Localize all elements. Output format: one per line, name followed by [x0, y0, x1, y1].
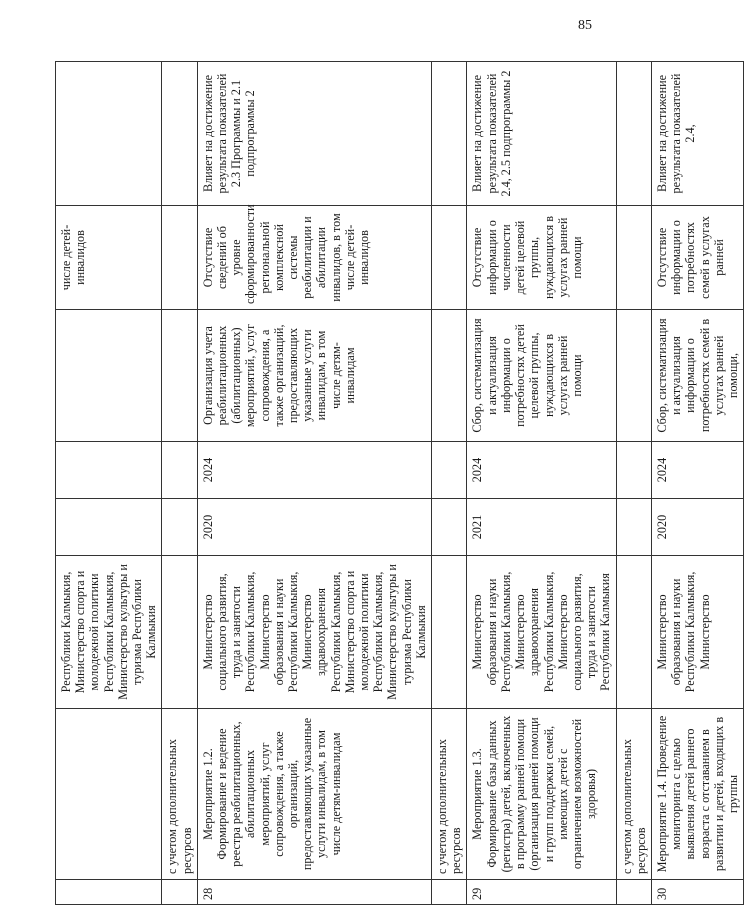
consequence-cell: числе детей-инвалидов — [56, 206, 162, 310]
start-year: 2020 — [197, 499, 431, 556]
table-row — [616, 62, 651, 905]
table-row — [162, 62, 197, 905]
table-row — [432, 62, 467, 905]
event-cell: Мероприятие 1.2. Формирование и ведение реестра реабилитационных, абилитационных мероприятий, услуг сопровождения, а также организаций, предоставляющих указанные услуги инвалидам, в том числе детям-инвалидам — [197, 709, 431, 880]
link-cell: Влияет на достижение результата показателей 2.4, — [651, 62, 743, 206]
executors-cell: Министерство образования и науки Республики Калмыкия, Министерство здравоохранения Республики Калмыкия, Министерство социального развития, труда и занятости Республики Калмыкия — [467, 556, 616, 709]
link-cell: Влияет на достижение результата показателей 2.4, 2.5 подпрограммы 2 — [467, 62, 616, 206]
link-cell: Влияет на достижение результата показателей 2.3 Программы и 2.1 подпрограммы 2 — [197, 62, 431, 206]
program-table — [55, 61, 744, 905]
executors-cell: Республики Калмыкия, Министерство спорта и молодежной политики Республики Калмыкия, Министерство культуры и туризма Республики Калмыкия — [56, 556, 162, 709]
end-year: 2024 — [651, 442, 743, 499]
consequence-cell: Отсутствие информации о численности детей целевой группы, нуждающихся в услугах ранней помощи — [467, 206, 616, 310]
row-number: 29 — [467, 880, 616, 905]
row-number: 30 — [651, 880, 743, 905]
end-year: 2024 — [197, 442, 431, 499]
start-year: 2021 — [467, 499, 616, 556]
table-row — [197, 62, 431, 905]
table-row — [467, 62, 616, 905]
end-year: 2024 — [467, 442, 616, 499]
consequence-cell: Отсутствие информации о потребностях семей в услугах ранней — [651, 206, 743, 310]
executors-cell: Министерство социального развития, труда и занятости Республики Калмыкия, Министерство образования и науки Республики Калмыкия, Министерство здравоохранения Республики Калмыкия, Министерство спорта и молодежной политики Республики Калмыкия, Министерство культуры и туризма Республики Калмыкия — [197, 556, 431, 709]
table-row — [56, 62, 162, 905]
executors-cell: Министерство образования и науки Республики Калмыкия, Министерство — [651, 556, 743, 709]
row-number: 28 — [197, 880, 431, 905]
result-cell: Сбор, систематизация и актуализация информации о потребностях семей в услугах ранней помощи, — [651, 310, 743, 442]
event-cell: Мероприятие 1.4. Проведение мониторинга с целью выявления детей раннего возраста с отставанием в развитии и детей, входящих в группы — [651, 709, 743, 880]
subheading-cell: с учетом дополнительных ресурсов — [432, 709, 467, 880]
start-year: 2020 — [651, 499, 743, 556]
subheading-cell: с учетом дополнительных ресурсов — [162, 709, 197, 880]
result-cell: Организация учета реабилитационных (абилитационных) мероприятий, услуг сопровождения, а также организаций, предоставляющих указанные услуги инвалидам, в том числе детям-инвалидам — [197, 310, 431, 442]
page-number: 85 — [578, 18, 592, 33]
event-cell: Мероприятие 1.3. Формирование базы данных (регистра) детей, включенных в программу ранней помощи (организация ранней помощи и групп поддержки семей, имеющих детей с ограничением возможностей здоровья) — [467, 709, 616, 880]
subheading-cell: с учетом дополнительных ресурсов — [616, 709, 651, 880]
result-cell: Сбор, систематизация и актуализация информации о потребностях детей целевой группы, нуждающихся в услугах ранней помощи — [467, 310, 616, 442]
table-row — [651, 62, 743, 905]
consequence-cell: Отсутствие сведений об уровне сформированности региональной комплексной системы реабилитации и абилитации инвалидов, в том числе детей-инвалидов — [197, 206, 431, 310]
